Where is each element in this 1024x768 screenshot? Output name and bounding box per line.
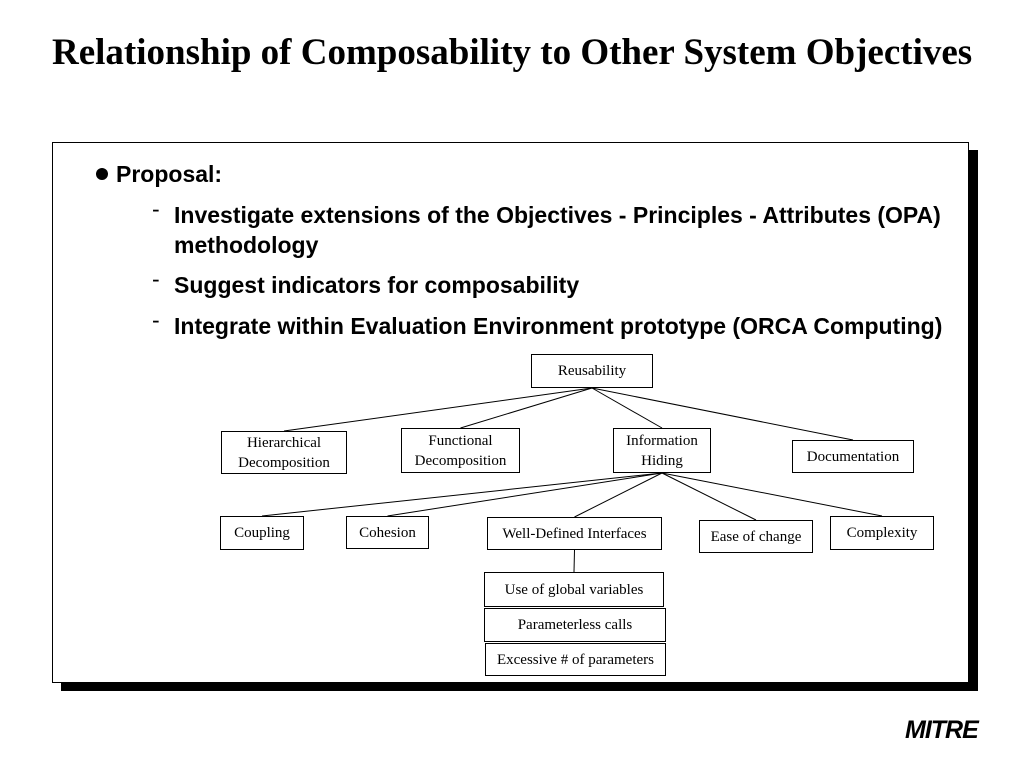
dash-icon: -	[152, 266, 160, 292]
node-information-hiding: Information Hiding	[613, 428, 711, 473]
subitem-text: Integrate within Evaluation Environment prototype (ORCA Computing)	[174, 313, 943, 339]
subitem-text: Investigate extensions of the Objectives - Principles - Attributes (OPA) methodology	[174, 202, 941, 258]
node-excessive-parameters: Excessive # of parameters	[485, 643, 666, 676]
edge-interfaces-global_vars	[574, 550, 575, 572]
edge-info_hiding-complexity	[662, 473, 882, 516]
node-functional-decomposition: Functional Decomposition	[401, 428, 520, 473]
node-documentation: Documentation	[792, 440, 914, 473]
edge-reusability-info_hiding	[592, 388, 662, 428]
subitem-text: Suggest indicators for composability	[174, 272, 580, 298]
node-ease-of-change: Ease of change	[699, 520, 813, 553]
node-well-defined-interfaces: Well-Defined Interfaces	[487, 517, 662, 550]
node-coupling: Coupling	[220, 516, 304, 550]
node-complexity: Complexity	[830, 516, 934, 550]
edge-info_hiding-coupling	[262, 473, 662, 516]
edge-reusability-hierarchical	[284, 388, 592, 431]
edge-reusability-functional	[461, 388, 593, 428]
slide-title: Relationship of Composability to Other System Objectives	[52, 32, 973, 73]
node-parameterless-calls: Parameterless calls	[484, 608, 666, 642]
node-hierarchical-decomposition: Hierarchical Decomposition	[221, 431, 347, 474]
edge-info_hiding-cohesion	[388, 473, 663, 516]
node-cohesion: Cohesion	[346, 516, 429, 549]
bullet-label: Proposal:	[116, 161, 223, 187]
dash-icon: -	[152, 196, 160, 222]
dash-icon: -	[152, 307, 160, 333]
edge-info_hiding-ease	[662, 473, 756, 520]
mitre-logo: MITRE	[905, 716, 978, 744]
node-reusability: Reusability	[531, 354, 653, 388]
node-use-of-global-variables: Use of global variables	[484, 572, 664, 607]
